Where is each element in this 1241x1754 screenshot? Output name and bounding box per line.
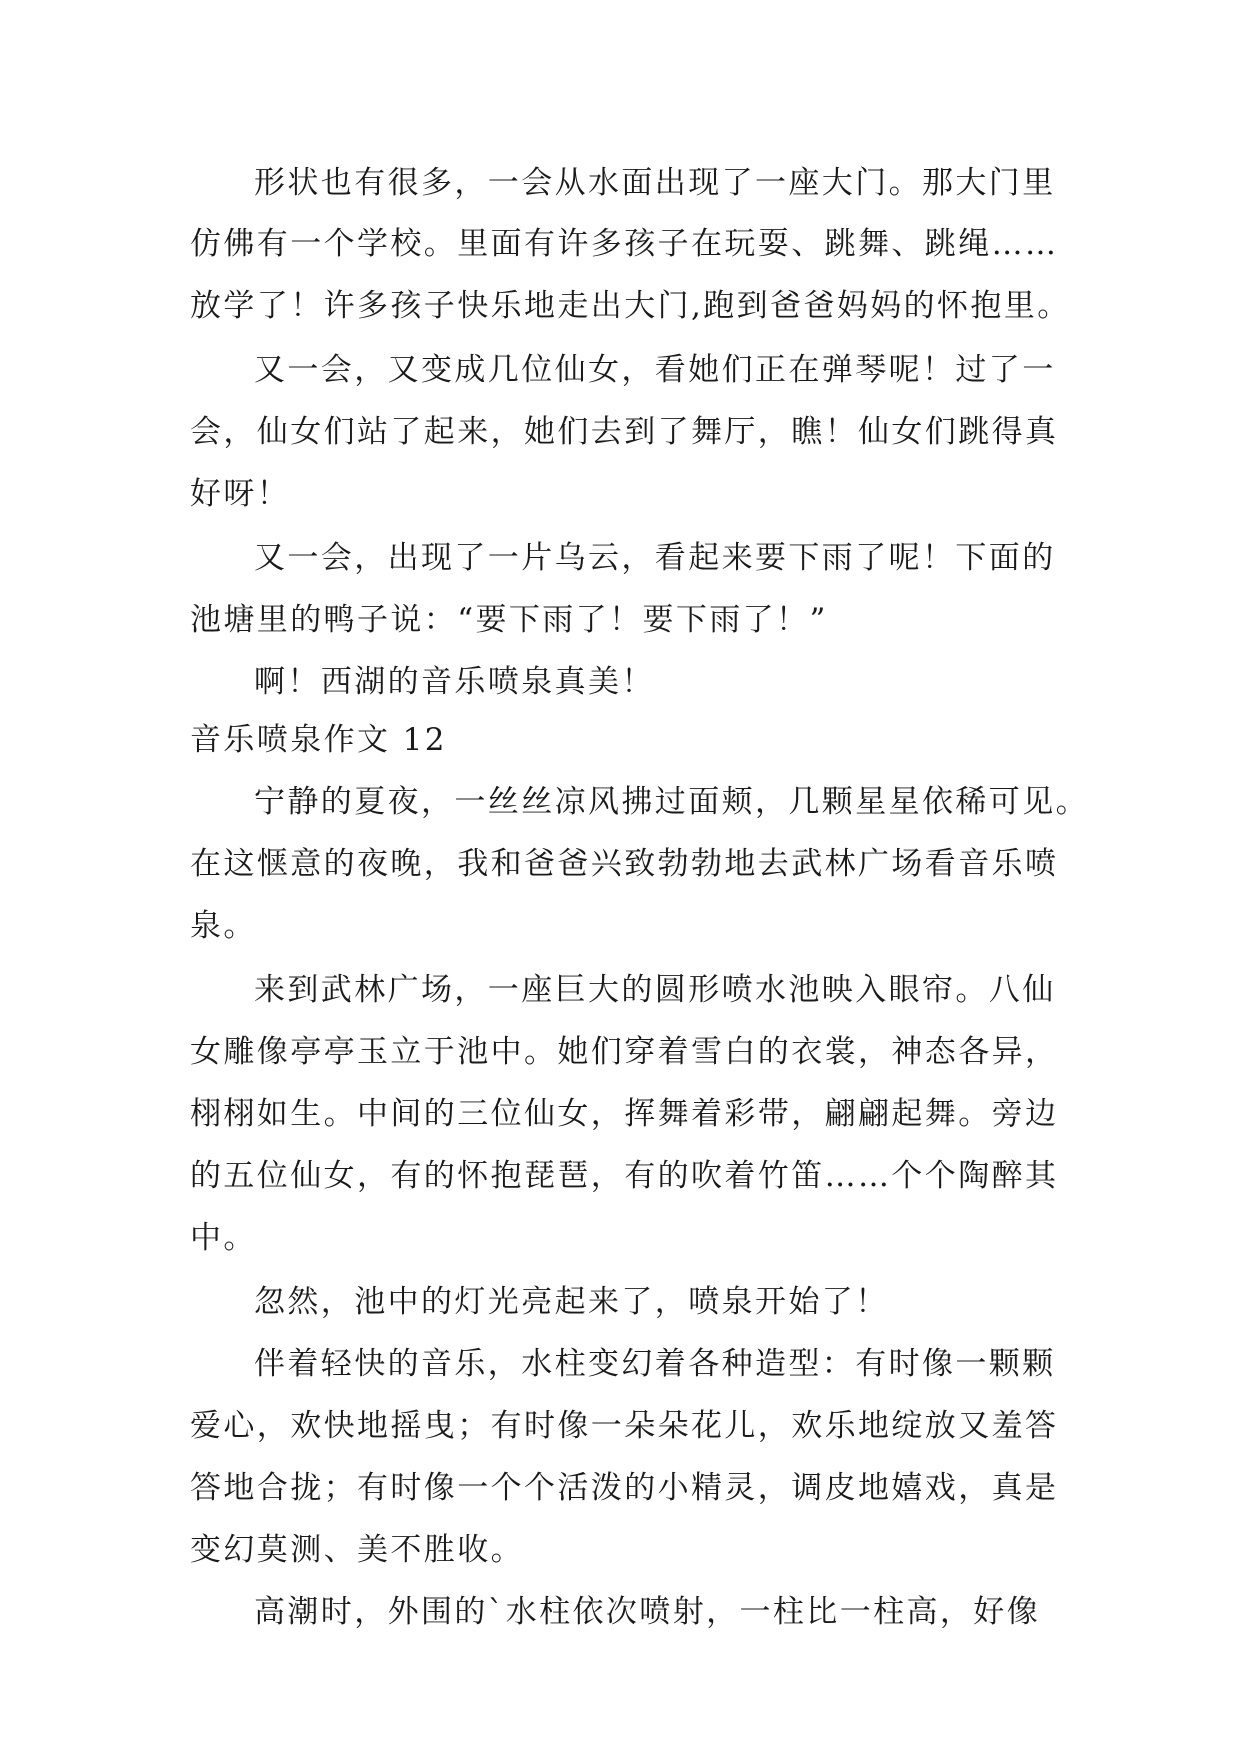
- text-line: 宁静的夏夜，一丝丝凉风拂过面颊，几颗星星依稀可见。: [254, 784, 1089, 820]
- text-line: 伴着轻快的音乐，水柱变幻着各种造型：有时像一颗颗: [254, 1346, 1056, 1382]
- text-line: 爱心，欢快地摇曳；有时像一朵朵花儿，欢乐地绽放又羞答: [190, 1408, 1059, 1444]
- section-heading: 音乐喷泉作文 12: [190, 722, 447, 758]
- text-line: 仿佛有一个学校。里面有许多孩子在玩耍、跳舞、跳绳……: [190, 226, 1059, 262]
- text-line: 忽然，池中的灯光亮起来了，喷泉开始了！: [254, 1284, 889, 1320]
- text-line: 在这惬意的夜晚，我和爸爸兴致勃勃地去武林广场看音乐喷: [190, 846, 1059, 882]
- text-line: 又一会，出现了一片乌云，看起来要下雨了呢！下面的: [254, 540, 1056, 576]
- text-line: 又一会，又变成几位仙女，看她们正在弹琴呢！过了一: [254, 352, 1056, 388]
- text-line: 的五位仙女，有的怀抱琵琶，有的吹着竹笛……个个陶醉其: [190, 1158, 1059, 1194]
- text-line: 女雕像亭亭玉立于池中。她们穿着雪白的衣裳，神态各异，: [190, 1034, 1059, 1070]
- text-line: 放学了！许多孩子快乐地走出大门,跑到爸爸妈妈的怀抱里。: [190, 288, 1071, 324]
- text-line: 栩栩如生。中间的三位仙女，挥舞着彩带，翩翩起舞。旁边: [190, 1096, 1059, 1132]
- text-line: 形状也有很多，一会从水面出现了一座大门。那大门里: [254, 165, 1056, 201]
- text-line: 泉。: [190, 908, 257, 944]
- text-line: 答地合拢；有时像一个个活泼的小精灵，调皮地嬉戏，真是: [190, 1470, 1059, 1506]
- text-line: 中。: [190, 1220, 257, 1256]
- text-line: 高潮时，外围的`水柱依次喷射，一柱比一柱高，好像: [254, 1594, 1041, 1630]
- text-line: 池塘里的鸭子说：“要下雨了！要下雨了！”: [190, 602, 828, 638]
- text-line: 会，仙女们站了起来，她们去到了舞厅，瞧！仙女们跳得真: [190, 414, 1059, 450]
- text-line: 啊！西湖的音乐喷泉真美！: [254, 664, 655, 700]
- text-line: 好呀！: [190, 476, 291, 512]
- text-line: 变幻莫测、美不胜收。: [190, 1532, 524, 1568]
- text-line: 来到武林广场，一座巨大的圆形喷水池映入眼帘。八仙: [254, 972, 1056, 1008]
